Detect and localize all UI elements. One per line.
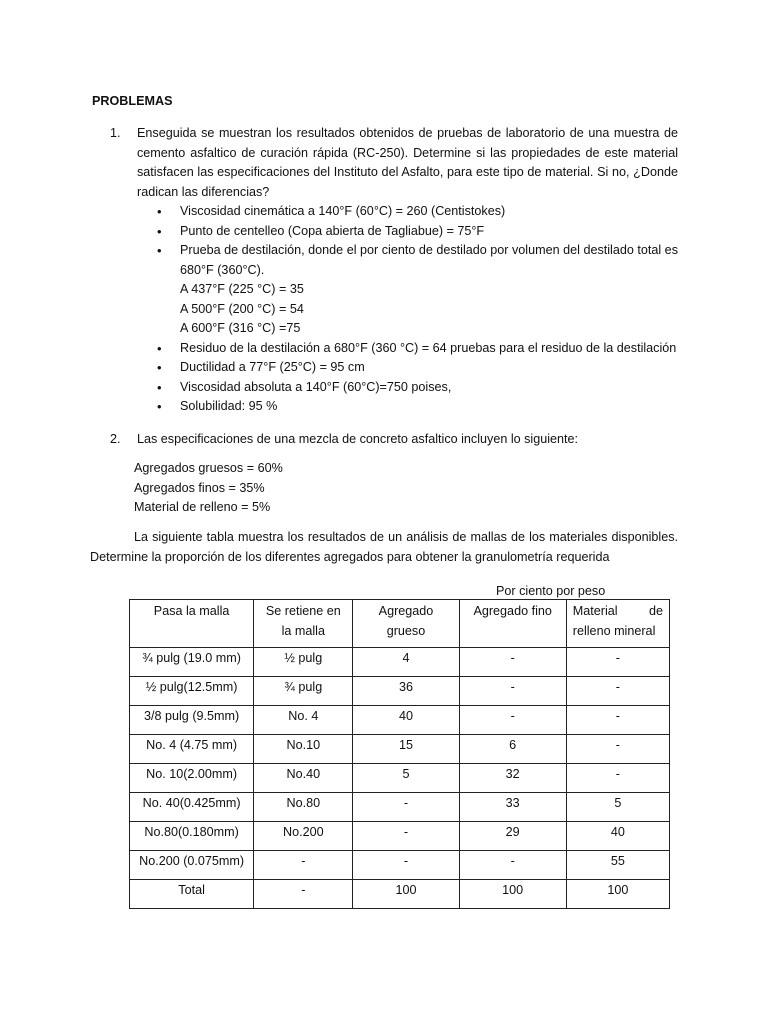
table-cell: 36 [353, 677, 459, 706]
table-cell: - [459, 677, 566, 706]
bullet-item: • Viscosidad absoluta a 140°F (60°C)=750 poises, [137, 378, 678, 398]
table-row [130, 764, 670, 793]
header-cell: Material de relleno mineral [566, 600, 669, 648]
table-cell: No. 10(2.00mm) [130, 764, 254, 793]
table-cell: - [353, 851, 459, 880]
table-cell: - [459, 851, 566, 880]
table-cell: 6 [459, 735, 566, 764]
problem-2 [110, 430, 678, 450]
table-cell: - [459, 706, 566, 735]
problem-1-bullets-a [137, 202, 678, 280]
bullet-item: • Punto de centelleo (Copa abierta de Tagliabue) = 75°F [137, 222, 678, 242]
problem-1-number: 1. [110, 126, 121, 140]
table-cell: 29 [459, 822, 566, 851]
table-row [130, 706, 670, 735]
table-cell: 15 [353, 735, 459, 764]
table-cell: 100 [566, 880, 669, 909]
table-cell: - [254, 880, 353, 909]
aggregate-spec-list [134, 459, 283, 518]
table-cell: - [566, 706, 669, 735]
bullet-item: • Ductilidad a 77°F (25°C) = 95 cm [137, 358, 678, 378]
table-row [130, 648, 670, 677]
table-cell: 4 [353, 648, 459, 677]
header-cell: Se retiene en la malla [254, 600, 353, 648]
table-cell: 40 [353, 706, 459, 735]
table-cell: Total [130, 880, 254, 909]
header-cell: Pasa la malla [130, 600, 254, 648]
table-cell: No.80(0.180mm) [130, 822, 254, 851]
table-cell: 33 [459, 793, 566, 822]
table-cell: 3/8 pulg (9.5mm) [130, 706, 254, 735]
table-cell: No. 4 [254, 706, 353, 735]
table-cell: ¾ pulg [254, 677, 353, 706]
table-cell: No.10 [254, 735, 353, 764]
distillation-list [137, 280, 678, 339]
table-cell: - [566, 735, 669, 764]
table-cell: ½ pulg(12.5mm) [130, 677, 254, 706]
table-cell: 5 [566, 793, 669, 822]
bullet-item: • Prueba de destilación, donde el por ciento de destilado por volumen del destilado total es 680°F (360°C). [137, 241, 678, 280]
table-cell: - [353, 793, 459, 822]
table-cell: 40 [566, 822, 669, 851]
distillation-item: A 500°F (200 °C) = 54 [180, 301, 304, 316]
table-cell: - [566, 648, 669, 677]
aggregate-spec-item: Agregados finos = 35% [134, 480, 265, 495]
table-row [130, 735, 670, 764]
table-cell: - [353, 822, 459, 851]
table-cell: No. 4 (4.75 mm) [130, 735, 254, 764]
table-cell: - [566, 677, 669, 706]
bullet-item: • Solubilidad: 95 % [137, 397, 678, 417]
header-cell: Agregado grueso [353, 600, 459, 648]
aggregate-spec-item: Material de relleno = 5% [134, 500, 271, 514]
table-cell: 32 [459, 764, 566, 793]
table-cell: No.80 [254, 793, 353, 822]
table-cell: - [254, 851, 353, 880]
page-heading: PROBLEMAS [92, 94, 173, 108]
distillation-item: A 437°F (225 °C) = 35 [180, 282, 304, 296]
table-row [130, 822, 670, 851]
header-cell: Agregado fino [459, 600, 566, 648]
table-cell: No.40 [254, 764, 353, 793]
table-intro-paragraph: La siguiente tabla muestra los resultados de un análisis de mallas de los materiales disponibles. Determine la proporción de los diferentes agregados para obtener la granulometría requerida [90, 530, 678, 564]
table-row [130, 677, 670, 706]
table-cell: ½ pulg [254, 648, 353, 677]
table-cell: 5 [353, 764, 459, 793]
problem-1-bullets-b [137, 339, 678, 417]
table-row [130, 851, 670, 880]
distillation-item: A 600°F (316 °C) =75 [180, 321, 301, 335]
table-header-row [130, 600, 670, 648]
problem-1 [110, 124, 678, 417]
table-row [130, 793, 670, 822]
table-cell: - [566, 764, 669, 793]
bullet-item: • Viscosidad cinemática a 140°F (60°C) = 260 (Centistokes) [137, 202, 678, 222]
table-cell: No.200 [254, 822, 353, 851]
table-cell: 100 [459, 880, 566, 909]
table-cell: 55 [566, 851, 669, 880]
aggregate-spec-item: Agregados gruesos = 60% [134, 461, 283, 475]
problem-2-text: Las especificaciones de una mezcla de concreto asfaltico incluyen lo siguiente: [137, 432, 579, 446]
bullet-item: • Residuo de la destilación a 680°F (360 °C) = 64 pruebas para el residuo de la destilación [137, 339, 678, 359]
table-cell: No.200 (0.075mm) [130, 851, 254, 880]
problem-1-text: Enseguida se muestran los resultados obtenidos de pruebas de laboratorio de una muestra de cemento asfaltico de curación rápida (RC-250). Determine si las propiedades de este material satisfacen las especificaciones del Instituto del Asfalto, para este tipo de material. Si no, ¿Donde radican las diferencias? [137, 126, 678, 199]
table-cell: 100 [353, 880, 459, 909]
table-cell: - [459, 648, 566, 677]
sieve-analysis-table [129, 599, 670, 909]
table-cell: ¾ pulg (19.0 mm) [130, 648, 254, 677]
table-cell: No. 40(0.425mm) [130, 793, 254, 822]
problem-2-number: 2. [110, 432, 121, 446]
table-caption: Por ciento por peso [496, 584, 606, 598]
table-total-row [130, 880, 670, 909]
